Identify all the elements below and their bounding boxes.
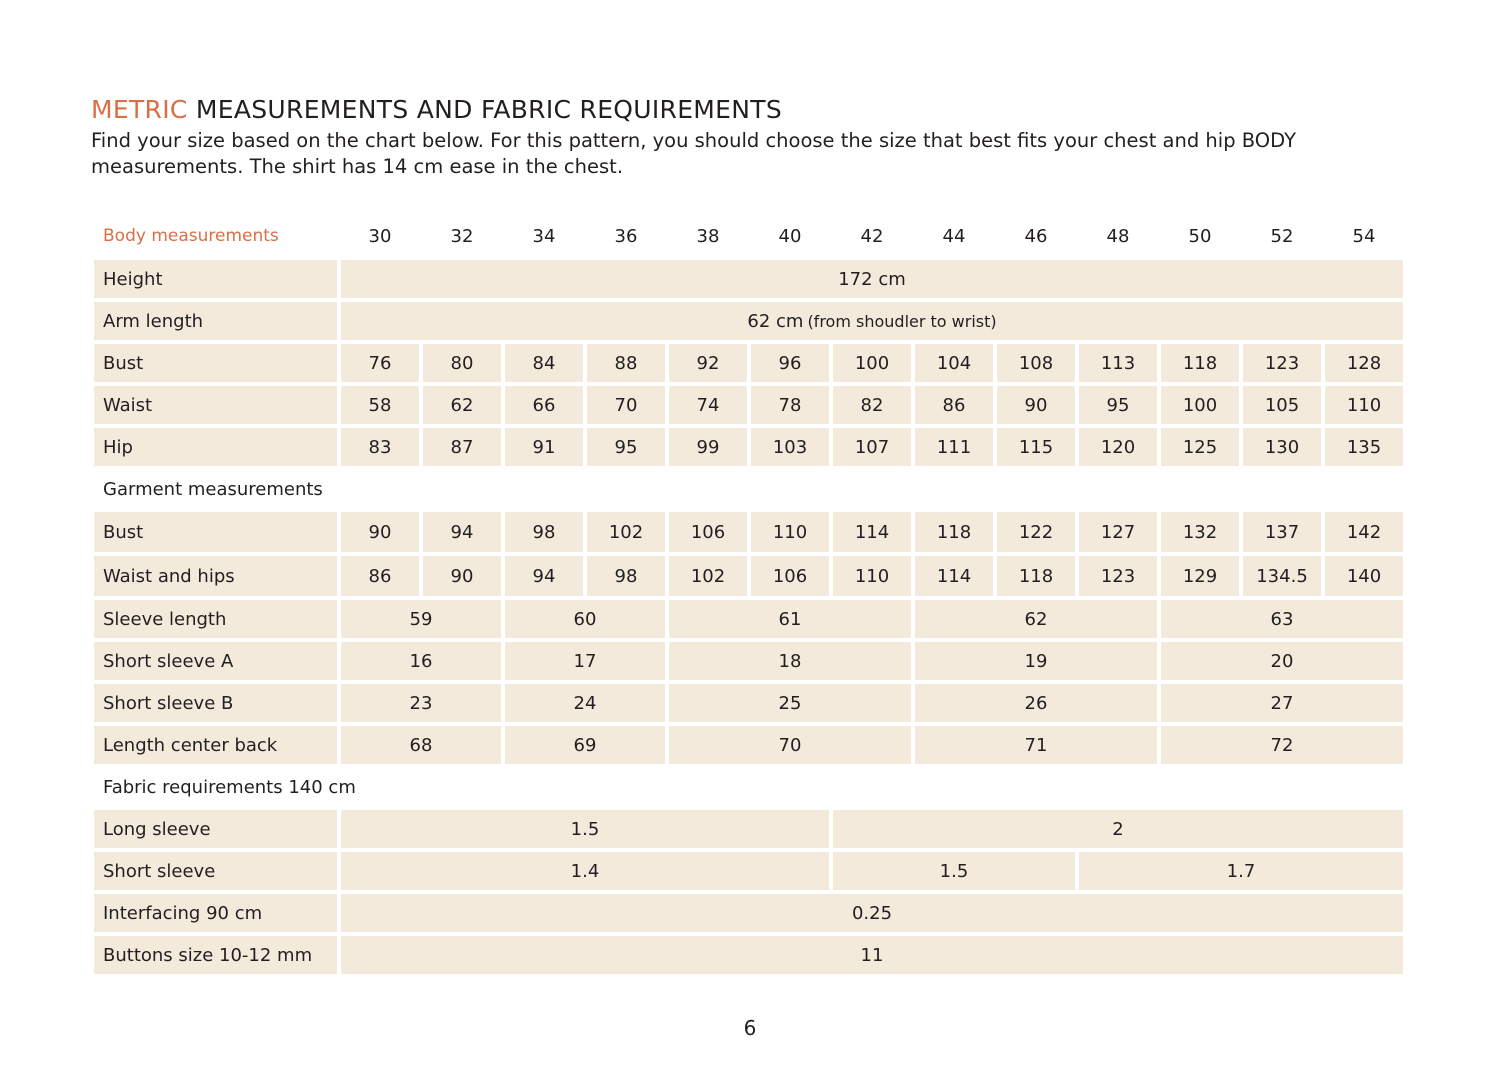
garment-waist-hips-cell: 110 bbox=[833, 556, 911, 596]
short-sleeve-a-cell: 16 bbox=[341, 642, 501, 680]
body-hip-cell: 120 bbox=[1079, 428, 1157, 466]
sleeve-length-cell: 59 bbox=[341, 600, 501, 638]
garment-bust-cell: 132 bbox=[1161, 512, 1239, 552]
body-bust-cell: 118 bbox=[1161, 344, 1239, 382]
size-header: 50 bbox=[1188, 225, 1212, 247]
size-header: 54 bbox=[1352, 225, 1376, 247]
row-label-short-sleeve-a: Short sleeve A bbox=[94, 642, 337, 680]
length-center-back-cell: 72 bbox=[1161, 726, 1403, 764]
body-bust-cell: 104 bbox=[915, 344, 993, 382]
garment-bust-cell: 114 bbox=[833, 512, 911, 552]
intro-line-2: measurements. The shirt has 14 cm ease in the chest. bbox=[91, 155, 624, 178]
body-bust-cell: 108 bbox=[997, 344, 1075, 382]
garment-bust-cell: 122 bbox=[997, 512, 1075, 552]
body-hip-cell: 91 bbox=[505, 428, 583, 466]
short-sleeve-b-cell: 27 bbox=[1161, 684, 1403, 722]
row-label-short-sleeve: Short sleeve bbox=[94, 852, 337, 890]
size-header: 42 bbox=[860, 225, 884, 247]
body-hip-cell: 130 bbox=[1243, 428, 1321, 466]
interfacing-value: 0.25 bbox=[341, 894, 1403, 932]
garment-bust-cell: 102 bbox=[587, 512, 665, 552]
arm-length-value bbox=[341, 302, 1403, 340]
sleeve-length-cell: 63 bbox=[1161, 600, 1403, 638]
arm-length-number: 62 cm bbox=[747, 310, 804, 332]
size-header: 34 bbox=[532, 225, 556, 247]
size-chart bbox=[94, 216, 1406, 974]
garment-waist-hips-cell: 86 bbox=[341, 556, 419, 596]
body-bust-cell: 96 bbox=[751, 344, 829, 382]
garment-waist-hips-cell: 123 bbox=[1079, 556, 1157, 596]
garment-waist-hips-cell: 114 bbox=[915, 556, 993, 596]
short-sleeve-cell: 1.4 bbox=[341, 852, 829, 890]
sleeve-length-cell: 62 bbox=[915, 600, 1157, 638]
body-waist-cell: 86 bbox=[915, 386, 993, 424]
length-center-back-cell: 69 bbox=[505, 726, 665, 764]
garment-waist-hips-cell: 102 bbox=[669, 556, 747, 596]
garment-bust-cell: 127 bbox=[1079, 512, 1157, 552]
garment-waist-hips-cell: 106 bbox=[751, 556, 829, 596]
row-label-bust: Bust bbox=[94, 344, 337, 382]
garment-waist-hips-cell: 118 bbox=[997, 556, 1075, 596]
size-header: 38 bbox=[696, 225, 720, 247]
garment-waist-hips-cell: 98 bbox=[587, 556, 665, 596]
size-header: 40 bbox=[778, 225, 802, 247]
garment-measurements-header: Garment measurements bbox=[103, 478, 323, 500]
size-header: 32 bbox=[450, 225, 474, 247]
length-center-back-cell: 70 bbox=[669, 726, 911, 764]
short-sleeve-b-cell: 24 bbox=[505, 684, 665, 722]
body-waist-cell: 100 bbox=[1161, 386, 1239, 424]
body-waist-cell: 95 bbox=[1079, 386, 1157, 424]
long-sleeve-cell: 2 bbox=[833, 810, 1403, 848]
body-bust-cell: 113 bbox=[1079, 344, 1157, 382]
intro-line-1: Find your size based on the chart below. For this pattern, you should choose the size that best fits your chest and hip BODY bbox=[91, 129, 1297, 152]
body-waist-cell: 90 bbox=[997, 386, 1075, 424]
page-title bbox=[91, 95, 782, 124]
short-sleeve-b-cell: 25 bbox=[669, 684, 911, 722]
short-sleeve-cell: 1.5 bbox=[833, 852, 1075, 890]
short-sleeve-cell: 1.7 bbox=[1079, 852, 1403, 890]
row-label-short-sleeve-b: Short sleeve B bbox=[94, 684, 337, 722]
row-label-interfacing: Interfacing 90 cm bbox=[94, 894, 337, 932]
size-header: 46 bbox=[1024, 225, 1048, 247]
body-waist-cell: 82 bbox=[833, 386, 911, 424]
row-label-length-center-back: Length center back bbox=[94, 726, 337, 764]
title-rest: MEASUREMENTS AND FABRIC REQUIREMENTS bbox=[187, 95, 783, 124]
size-header: 44 bbox=[942, 225, 966, 247]
short-sleeve-a-cell: 18 bbox=[669, 642, 911, 680]
body-waist-cell: 78 bbox=[751, 386, 829, 424]
body-bust-cell: 76 bbox=[341, 344, 419, 382]
body-hip-cell: 103 bbox=[751, 428, 829, 466]
sleeve-length-cell: 60 bbox=[505, 600, 665, 638]
garment-waist-hips-cell: 94 bbox=[505, 556, 583, 596]
garment-bust-cell: 118 bbox=[915, 512, 993, 552]
row-label-buttons: Buttons size 10-12 mm bbox=[94, 936, 337, 974]
size-header: 36 bbox=[614, 225, 638, 247]
body-hip-cell: 111 bbox=[915, 428, 993, 466]
garment-bust-cell: 142 bbox=[1325, 512, 1403, 552]
page-number: 6 bbox=[743, 1016, 757, 1040]
body-bust-cell: 92 bbox=[669, 344, 747, 382]
fabric-requirements-header: Fabric requirements 140 cm bbox=[103, 776, 356, 798]
body-hip-cell: 125 bbox=[1161, 428, 1239, 466]
short-sleeve-b-cell: 23 bbox=[341, 684, 501, 722]
body-waist-cell: 66 bbox=[505, 386, 583, 424]
row-label-arm-length: Arm length bbox=[94, 302, 337, 340]
body-waist-cell: 70 bbox=[587, 386, 665, 424]
garment-bust-cell: 106 bbox=[669, 512, 747, 552]
garment-bust-cell: 90 bbox=[341, 512, 419, 552]
garment-bust-cell: 94 bbox=[423, 512, 501, 552]
long-sleeve-cell: 1.5 bbox=[341, 810, 829, 848]
body-hip-cell: 87 bbox=[423, 428, 501, 466]
arm-length-note: (from shoudler to wrist) bbox=[807, 311, 997, 331]
body-measurements-header: Body measurements bbox=[103, 226, 279, 246]
intro-text bbox=[91, 128, 1421, 180]
body-hip-cell: 115 bbox=[997, 428, 1075, 466]
garment-waist-hips-cell: 129 bbox=[1161, 556, 1239, 596]
body-waist-cell: 105 bbox=[1243, 386, 1321, 424]
garment-waist-hips-cell: 140 bbox=[1325, 556, 1403, 596]
row-label-waist: Waist bbox=[94, 386, 337, 424]
body-bust-cell: 123 bbox=[1243, 344, 1321, 382]
garment-bust-cell: 110 bbox=[751, 512, 829, 552]
buttons-value: 11 bbox=[341, 936, 1403, 974]
row-label-waist-hips: Waist and hips bbox=[94, 556, 337, 596]
garment-waist-hips-cell: 90 bbox=[423, 556, 501, 596]
short-sleeve-b-cell: 26 bbox=[915, 684, 1157, 722]
body-waist-cell: 58 bbox=[341, 386, 419, 424]
row-label-height: Height bbox=[94, 260, 337, 298]
body-bust-cell: 84 bbox=[505, 344, 583, 382]
row-label-garment-bust: Bust bbox=[94, 512, 337, 552]
size-header: 52 bbox=[1270, 225, 1294, 247]
body-hip-cell: 99 bbox=[669, 428, 747, 466]
height-value: 172 cm bbox=[341, 260, 1403, 298]
body-hip-cell: 83 bbox=[341, 428, 419, 466]
body-bust-cell: 88 bbox=[587, 344, 665, 382]
body-waist-cell: 110 bbox=[1325, 386, 1403, 424]
short-sleeve-a-cell: 19 bbox=[915, 642, 1157, 680]
row-label-sleeve-length: Sleeve length bbox=[94, 600, 337, 638]
garment-bust-cell: 98 bbox=[505, 512, 583, 552]
garment-bust-cell: 137 bbox=[1243, 512, 1321, 552]
size-header: 30 bbox=[368, 225, 392, 247]
body-bust-cell: 100 bbox=[833, 344, 911, 382]
short-sleeve-a-cell: 20 bbox=[1161, 642, 1403, 680]
row-label-long-sleeve: Long sleeve bbox=[94, 810, 337, 848]
body-bust-cell: 80 bbox=[423, 344, 501, 382]
garment-waist-hips-cell: 134.5 bbox=[1243, 556, 1321, 596]
sleeve-length-cell: 61 bbox=[669, 600, 911, 638]
body-hip-cell: 107 bbox=[833, 428, 911, 466]
body-hip-cell: 135 bbox=[1325, 428, 1403, 466]
short-sleeve-a-cell: 17 bbox=[505, 642, 665, 680]
body-hip-cell: 95 bbox=[587, 428, 665, 466]
body-waist-cell: 74 bbox=[669, 386, 747, 424]
length-center-back-cell: 71 bbox=[915, 726, 1157, 764]
length-center-back-cell: 68 bbox=[341, 726, 501, 764]
title-accent: METRIC bbox=[91, 95, 188, 124]
body-waist-cell: 62 bbox=[423, 386, 501, 424]
row-label-hip: Hip bbox=[94, 428, 337, 466]
body-bust-cell: 128 bbox=[1325, 344, 1403, 382]
size-header: 48 bbox=[1106, 225, 1130, 247]
